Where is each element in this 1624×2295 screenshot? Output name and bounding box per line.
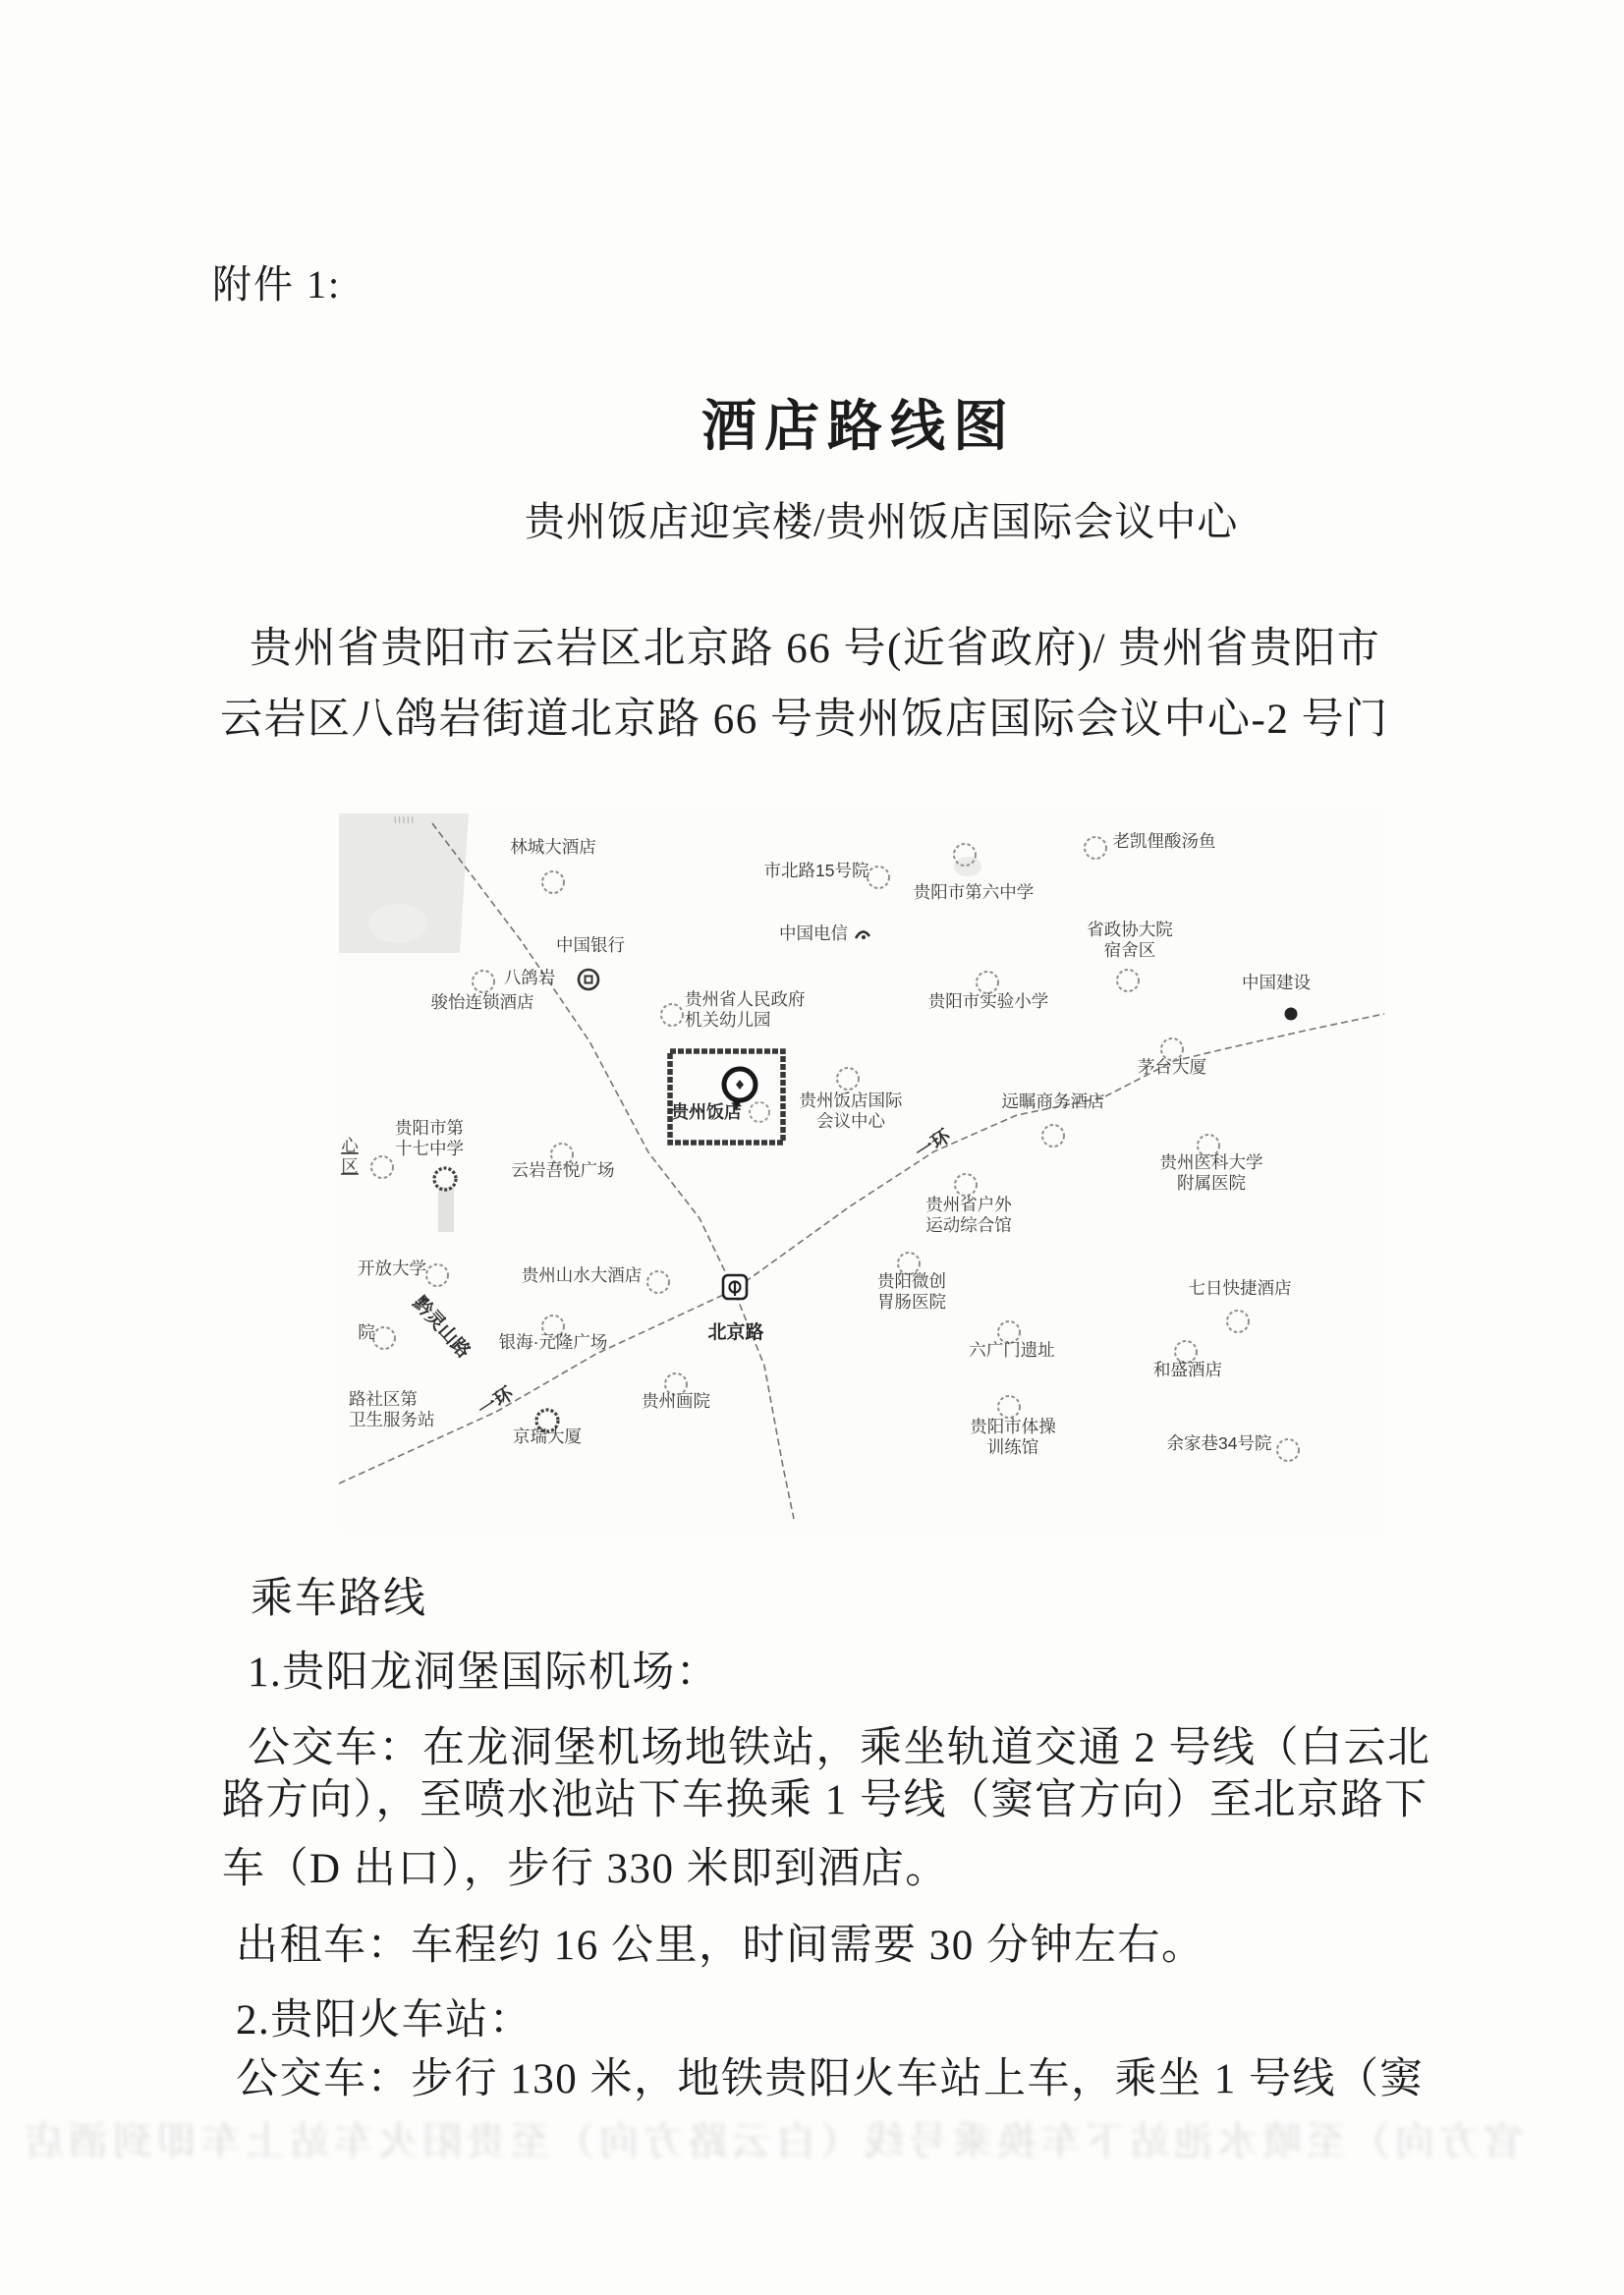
- poi-label: 贵州省人民政府: [685, 989, 806, 1009]
- poi-label: 贵阳微创: [877, 1271, 946, 1291]
- poi-label: 院: [358, 1322, 375, 1342]
- poi-label: 京瑞大厦: [513, 1427, 582, 1446]
- poi-label: 中国建设: [1242, 973, 1311, 992]
- metro-station-label: 北京路: [707, 1322, 764, 1343]
- poi-label: 茅台大厦: [1138, 1057, 1206, 1077]
- poi-label: 运动综合馆: [925, 1215, 1012, 1235]
- address-line-2: 云岩区八鸽岩街道北京路 66 号贵州饭店国际会议中心-2 号门: [220, 697, 1389, 743]
- poi-label: 余家巷34号院: [1166, 1433, 1272, 1453]
- poi-label: 附属医院: [1177, 1173, 1246, 1193]
- attachment-label: 附件 1:: [212, 262, 342, 307]
- poi-label: 中国电信: [779, 924, 848, 943]
- poi-label: 路社区第: [349, 1389, 418, 1409]
- road-name-label: 黔灵山路: [408, 1293, 475, 1363]
- directions-line: 公交车：步行 130 米，地铁贵阳火车站上车，乘坐 1 号线（窦: [236, 2056, 1424, 2102]
- poi-label: 贵阳市体操: [970, 1417, 1056, 1436]
- poi-label: 市北路15号院: [763, 861, 869, 880]
- building-dot-icon: [1285, 1008, 1298, 1021]
- poi-label: 贵州山水大酒店: [521, 1265, 643, 1285]
- poi-label: 宿舍区: [1103, 940, 1156, 960]
- poi-label: 开放大学: [358, 1259, 426, 1278]
- road-name-label: 一环: [912, 1126, 955, 1164]
- illegible-park-label: ⌇⌇⌇⌇⌇: [393, 815, 415, 825]
- poi-label: 中国银行: [556, 935, 625, 955]
- directions-line: 2.贵阳火车站：: [236, 1997, 533, 2043]
- address-line-1: 贵州省贵阳市云岩区北京路 66 号(近省政府)/ 贵州省贵阳市: [250, 626, 1381, 672]
- poi-label: 六广门遗址: [969, 1340, 1055, 1360]
- poi-label: 会议中心: [816, 1111, 885, 1131]
- scan-smudge: [954, 857, 981, 876]
- poi-label: 和盛酒店: [1153, 1360, 1222, 1379]
- route-map-svg: [339, 806, 1385, 1533]
- poi-label: 心: [341, 1136, 359, 1155]
- poi-label: 银海·元隆广场: [498, 1332, 608, 1352]
- poi-label: 训练馆: [986, 1437, 1039, 1457]
- directions-heading: 乘车路线: [251, 1576, 427, 1622]
- poi-label: 云岩吾悦广场: [511, 1160, 615, 1180]
- poi-label: 老凯俚酸汤鱼: [1112, 831, 1216, 851]
- directions-line: 出租车：车程约 16 公里，时间需要 30 分钟左右。: [236, 1923, 1205, 1969]
- scan-smudge: [368, 904, 427, 943]
- directions-line: 车（D 出口），步行 330 米即到酒店。: [222, 1846, 949, 1892]
- poi-label: 省政协大院: [1087, 920, 1173, 939]
- telecom-icon: [862, 935, 866, 939]
- poi-label: 骏怡连锁酒店: [430, 992, 534, 1012]
- bleedthrough-text: 官方向）至喷水池站下车换乘号线（白云路方向）至贵阳火车站上车即到酒店: [20, 2119, 1523, 2163]
- poi-label: 卫生服务站: [349, 1410, 435, 1429]
- directions-line: 1.贵阳龙洞堡国际机场：: [248, 1650, 720, 1696]
- poi-label: 胃肠医院: [877, 1292, 946, 1312]
- poi-label: 贵阳市第六中学: [913, 882, 1035, 902]
- poi-label: 贵州医科大学: [1159, 1152, 1263, 1172]
- directions-line: 路方向），至喷水池站下车换乘 1 号线（窦官方向）至北京路下: [222, 1777, 1428, 1823]
- directions-line: 公交车：在龙洞堡机场地铁站，乘坐轨道交通 2 号线（白云北: [248, 1725, 1431, 1771]
- poi-label: 贵阳市实验小学: [927, 991, 1049, 1011]
- poi-label: 八鸽岩: [503, 968, 556, 987]
- poi-label: 远瞩商务酒店: [1001, 1092, 1105, 1111]
- poi-label: 贵阳市第: [395, 1118, 464, 1138]
- poi-label: 十七中学: [395, 1139, 464, 1158]
- scan-smudge: [438, 1187, 454, 1232]
- road-name-label: 一环: [475, 1383, 518, 1422]
- poi-label: 机关幼儿园: [685, 1010, 771, 1030]
- poi-label: 贵州省户外: [925, 1195, 1012, 1214]
- page-subtitle: 贵州饭店迎宾楼/贵州饭店国际会议中心: [525, 499, 1239, 544]
- poi-label: 七日快捷酒店: [1188, 1278, 1292, 1298]
- hotel-label: 贵州饭店: [671, 1102, 742, 1122]
- route-map: [339, 806, 1385, 1533]
- poi-label: 贵州饭店国际: [799, 1091, 903, 1110]
- poi-label: 区: [341, 1156, 359, 1176]
- poi-label: 贵州画院: [642, 1391, 710, 1411]
- page-title: 酒店路线图: [701, 397, 1016, 458]
- poi-label: 林城大酒店: [510, 837, 596, 857]
